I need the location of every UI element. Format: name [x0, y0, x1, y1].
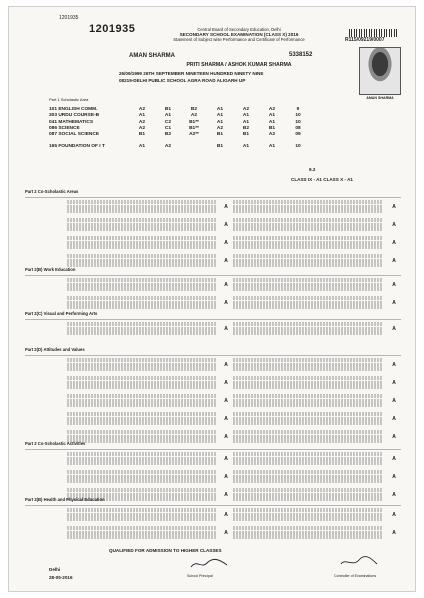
- descriptor-text: [67, 376, 217, 390]
- descriptor-row: [25, 452, 401, 468]
- grade-cell: A1: [268, 113, 276, 119]
- grade-cell: B1: [164, 107, 172, 112]
- grade-cell: A: [224, 258, 228, 264]
- date-label: 28-05-2016: [49, 575, 73, 580]
- descriptor-text: [233, 470, 383, 484]
- descriptor-text: [233, 430, 383, 444]
- descriptor-text: [67, 394, 217, 408]
- grade-cell: [181, 144, 207, 150]
- barcode: [349, 29, 399, 37]
- subject-index: 9.2: [309, 167, 316, 172]
- grade-cell: A: [224, 362, 228, 368]
- grade-cell: A2**: [189, 132, 199, 138]
- assessment-section: [25, 449, 401, 503]
- grade-cell: A: [224, 380, 228, 386]
- grade-cell: A1: [242, 119, 250, 125]
- grade-cell: B1: [216, 144, 224, 150]
- descriptor-text: [233, 508, 383, 522]
- subject-name: 087 SOCIAL SCIENCE: [49, 132, 100, 138]
- grade-cell: A2: [268, 107, 276, 112]
- school-name: 08219-DELHI PUBLIC SCHOOL AGRA ROAD ALIGARH UP: [119, 78, 246, 83]
- grade-cell: A: [224, 300, 228, 306]
- descriptor-text: [67, 358, 217, 372]
- grade-cell: A: [224, 416, 228, 422]
- roll-number: 5338152: [289, 52, 313, 58]
- grade-point-cell: 10: [295, 119, 301, 125]
- grade-cell: A1: [216, 107, 224, 112]
- parents-names: PRITI SHARMA / ASHOK KUMAR SHARMA: [186, 62, 292, 68]
- grade-cell: B2: [242, 125, 250, 131]
- descriptor-text: [233, 376, 383, 390]
- grade-cell: A: [224, 474, 228, 480]
- grade-cell: A: [392, 456, 396, 462]
- grade-cell: A: [224, 326, 228, 332]
- grade-cell: A: [392, 530, 396, 536]
- grade-cell: A: [224, 282, 228, 288]
- grade-cell: A: [392, 434, 396, 440]
- section-title: Part 2 Co-Scholastic Areas: [25, 189, 79, 194]
- descriptor-text: [233, 236, 383, 250]
- grade-point-cell: 10: [295, 144, 301, 150]
- descriptor-text: [67, 296, 217, 310]
- grade-cell: B2: [190, 107, 198, 112]
- candidate-photo: [359, 47, 401, 95]
- board-line-1: Central Board of Secondary Education, Delhi: [197, 27, 281, 32]
- grade-cell: A: [392, 204, 396, 210]
- grade-cell: B1**: [189, 125, 199, 131]
- section-title: Part 2(D) Attitudes and Values: [25, 347, 85, 352]
- descriptor-row: [25, 376, 401, 392]
- scholastic-table: [49, 107, 349, 151]
- descriptor-text: [233, 278, 383, 292]
- grade-cell: A2: [138, 107, 146, 112]
- grade-cell: A: [392, 222, 396, 228]
- descriptor-text: [233, 412, 383, 426]
- subject-row: [49, 132, 349, 138]
- section-title: Part 3 Co-Scholastic Activities: [25, 441, 86, 446]
- assessment-section: [25, 505, 401, 543]
- board-line-2: SECONDARY SCHOOL EXAMINATION (CLASS X) 2016: [179, 32, 299, 37]
- grade-cell: A: [224, 512, 228, 518]
- grade-cell: A1: [216, 119, 224, 125]
- descriptor-text: [67, 236, 217, 250]
- descriptor-text: [67, 412, 217, 426]
- subject-name: 303 URDU COURSE-B: [49, 113, 100, 119]
- grade-cell: A: [224, 204, 228, 210]
- grade-cell: A: [392, 362, 396, 368]
- descriptor-text: [233, 526, 383, 540]
- assessment-section: [25, 197, 401, 273]
- grade-cell: A2: [268, 132, 276, 138]
- grade-cell: A: [392, 240, 396, 246]
- grade-cell: A: [224, 398, 228, 404]
- result-note: QUALIFIED FOR ADMISSION TO HIGHER CLASSES: [109, 548, 222, 553]
- descriptor-row: [25, 254, 401, 270]
- assessment-section: [25, 355, 401, 447]
- board-heading: [159, 27, 319, 42]
- descriptor-row: [25, 394, 401, 410]
- grade-cell: C1: [164, 125, 172, 131]
- board-line-3: Statement of Subject wise Performance and Certificate of Performance: [173, 37, 305, 42]
- grade-cell: A1: [164, 113, 172, 119]
- date-of-birth: 26/09/1999 26TH SEPTEMBER NINETEEN HUNDRED NINETY NINE: [119, 71, 264, 76]
- descriptor-text: [67, 508, 217, 522]
- descriptor-text: [67, 278, 217, 292]
- descriptor-text: [233, 488, 383, 502]
- descriptor-text: [233, 322, 383, 336]
- descriptor-row: [25, 526, 401, 542]
- descriptor-row: [25, 218, 401, 234]
- descriptor-row: [25, 278, 401, 294]
- grade-point-cell: 08: [295, 125, 301, 131]
- grade-cell: A2: [138, 119, 146, 125]
- descriptor-text: [67, 452, 217, 466]
- grade-cell: A: [392, 300, 396, 306]
- descriptor-text: [233, 394, 383, 408]
- descriptor-text: [233, 254, 383, 268]
- grade-cell: A: [392, 416, 396, 422]
- grade-cell: A: [392, 326, 396, 332]
- grade-cell: A: [224, 222, 228, 228]
- descriptor-row: [25, 358, 401, 374]
- grade-point-cell: 09: [295, 132, 301, 138]
- grade-cell: A: [392, 258, 396, 264]
- grade-cell: B1: [242, 132, 250, 138]
- grade-cell: A2: [242, 107, 250, 112]
- grade-cell: A: [224, 492, 228, 498]
- grade-cell: A1: [216, 113, 224, 119]
- principal-signature-icon: [189, 557, 229, 571]
- grade-cell: A: [224, 434, 228, 440]
- subject-row: [49, 144, 349, 150]
- photo-caption: AMAN SHARMA: [366, 96, 394, 100]
- grade-cell: B1**: [189, 119, 199, 125]
- r-code: R115/09219/0007: [345, 37, 385, 43]
- descriptor-text: [67, 430, 217, 444]
- grade-cell: A1: [242, 144, 250, 150]
- descriptor-row: [25, 322, 401, 338]
- descriptor-text: [67, 322, 217, 336]
- grade-cell: A1: [268, 119, 276, 125]
- descriptor-row: [25, 200, 401, 216]
- descriptor-row: [25, 236, 401, 252]
- registration-number: 1201935: [89, 23, 136, 35]
- subject-name: 101 ENGLISH COMM.: [49, 107, 98, 112]
- grade-cell: A: [392, 492, 396, 498]
- descriptor-text: [233, 200, 383, 214]
- descriptor-row: [25, 412, 401, 428]
- descriptor-text: [67, 200, 217, 214]
- section-title: Part 3(B) Health and Physical Education: [25, 497, 105, 502]
- subject-name: 165 FOUNDATION OF I T: [49, 144, 105, 150]
- subject-name: 086 SCIENCE: [49, 125, 80, 131]
- grade-cell: A: [224, 240, 228, 246]
- grade-cell: B2: [164, 132, 172, 138]
- grade-cell: A2: [216, 125, 224, 131]
- descriptor-row: [25, 296, 401, 312]
- grade-point-cell: 10: [295, 113, 301, 119]
- descriptor-text: [67, 526, 217, 540]
- grade-cell: B1: [268, 125, 276, 131]
- grade-cell: C2: [164, 119, 172, 125]
- grade-cell: A: [392, 380, 396, 386]
- section-title: Part 2(B) Work Education: [25, 267, 76, 272]
- controller-signature-icon: [339, 555, 379, 569]
- principal-label: School Principal: [187, 574, 213, 578]
- grade-cell: A: [392, 398, 396, 404]
- descriptor-text: [67, 254, 217, 268]
- grade-cell: B1: [138, 132, 146, 138]
- descriptor-row: [25, 470, 401, 486]
- controller-label: Controller of Examinations: [334, 574, 377, 578]
- grade-cell: A: [392, 282, 396, 288]
- descriptor-row: [25, 508, 401, 524]
- descriptor-text: [67, 218, 217, 232]
- serial-number: 1201935: [59, 15, 79, 21]
- cgpa-line: CLASS IX - A1 CLASS X - A1: [291, 177, 353, 182]
- grade-cell: A: [224, 456, 228, 462]
- descriptor-text: [67, 470, 217, 484]
- descriptor-text: [233, 358, 383, 372]
- grade-cell: A2: [138, 125, 146, 131]
- descriptor-text: [233, 296, 383, 310]
- candidate-name: AMAN SHARMA: [129, 53, 175, 59]
- grade-cell: A1: [138, 144, 146, 150]
- grade-point-cell: 9: [296, 107, 300, 112]
- grade-cell: A: [392, 474, 396, 480]
- place-label: Delhi: [49, 567, 61, 572]
- grade-cell: A2: [164, 144, 172, 150]
- subject-name: 041 MATHEMATICS: [49, 119, 94, 125]
- descriptor-text: [233, 218, 383, 232]
- scholastic-title: Part 1 Scholastic Area: [49, 97, 89, 102]
- certificate-sheet: [8, 6, 416, 592]
- grade-cell: A: [392, 512, 396, 518]
- grade-cell: B1: [216, 132, 224, 138]
- grade-cell: A1: [268, 144, 276, 150]
- grade-cell: A1: [242, 113, 250, 119]
- grade-cell: A1: [138, 113, 146, 119]
- descriptor-text: [233, 452, 383, 466]
- grade-cell: A2: [190, 113, 198, 119]
- grade-cell: A: [224, 530, 228, 536]
- section-title: Part 2(C) Visual and Performing Arts: [25, 311, 98, 316]
